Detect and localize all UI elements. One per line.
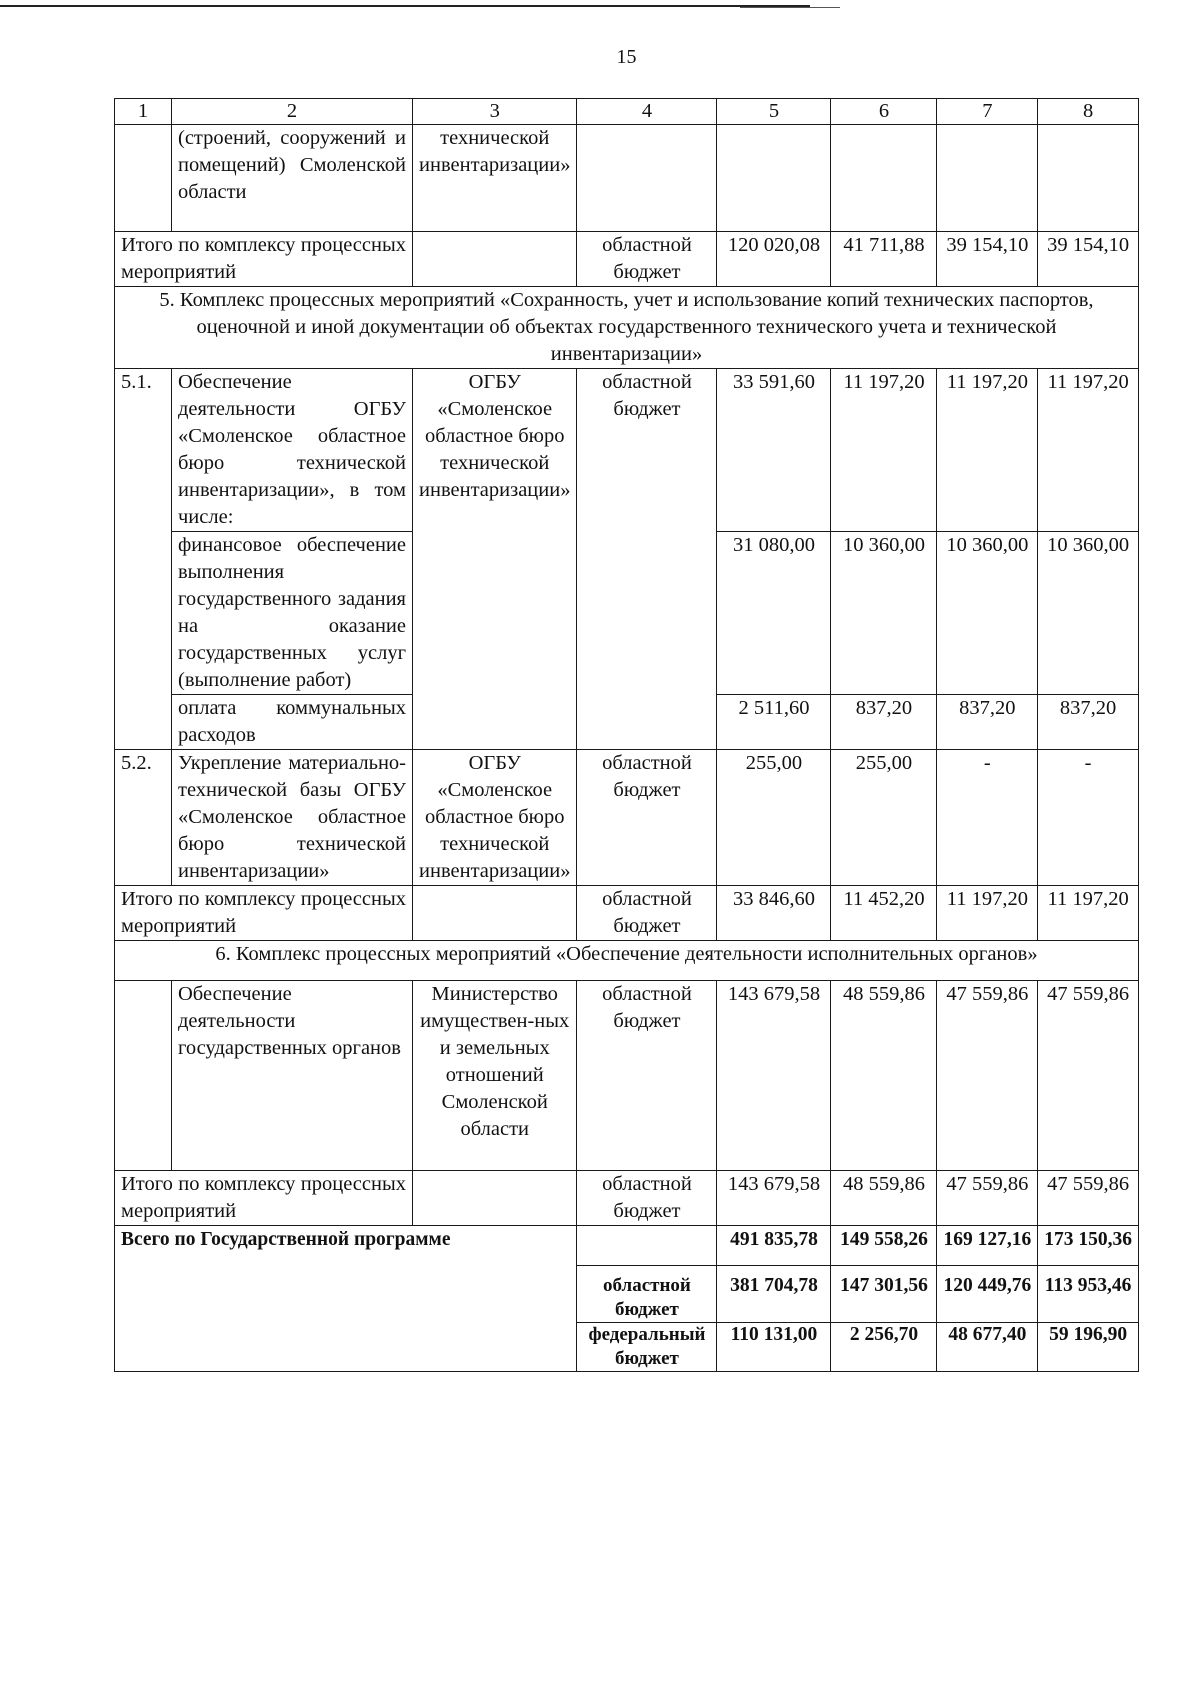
cell-v7: 47 559,86 (937, 981, 1038, 1171)
cell-executor (413, 1171, 577, 1226)
cell-v6 (831, 125, 937, 232)
cell-executor: технической инвентаризации» (413, 125, 577, 232)
header-cell: 3 (413, 99, 577, 125)
cell-v7: 11 197,20 (937, 886, 1038, 941)
header-cell: 2 (172, 99, 413, 125)
cell-v5: 255,00 (717, 750, 831, 886)
cell-v6: 11 452,20 (831, 886, 937, 941)
cell-v7 (937, 125, 1038, 232)
cell-v8: 837,20 (1038, 695, 1139, 750)
cell-num (115, 981, 172, 1171)
cell-v7: 11 197,20 (937, 369, 1038, 532)
cell-v5: 143 679,58 (717, 1171, 831, 1226)
cell-v7: 10 360,00 (937, 532, 1038, 695)
cell-executor (413, 886, 577, 941)
header-cell: 4 (577, 99, 717, 125)
cell-v6: 10 360,00 (831, 532, 937, 695)
cell-v6: 41 711,88 (831, 232, 937, 287)
cell-v7: 48 677,40 (937, 1323, 1038, 1372)
subtotal-label: Итого по комплексу процессных мероприятий (115, 886, 413, 941)
cell-v6: 837,20 (831, 695, 937, 750)
cell-v8: 59 196,90 (1038, 1323, 1139, 1372)
cell-v6: 255,00 (831, 750, 937, 886)
table-row (115, 125, 1139, 232)
section-5-title: 5. Комплекс процессных мероприятий «Сохранность, учет и использование копий технических паспортов, оценочной и иной документации об объектах государственного технического учета и технической инвентаризации» (115, 287, 1139, 369)
cell-v5 (717, 125, 831, 232)
cell-num: 5.2. (115, 750, 172, 886)
cell-v5: 33 591,60 (717, 369, 831, 532)
header-cell: 8 (1038, 99, 1139, 125)
cell-source: областной бюджет (577, 886, 717, 941)
cell-v6: 149 558,26 (831, 1226, 937, 1266)
cell-v8: 47 559,86 (1038, 1171, 1139, 1226)
table-row (115, 981, 1139, 1171)
scan-edge-line-short (740, 7, 840, 8)
cell-name: Укрепление материально-технической базы ОГБУ «Смоленское областное бюро технической инвентаризации» (172, 750, 413, 886)
cell-v8: 47 559,86 (1038, 981, 1139, 1171)
cell-v7: 47 559,86 (937, 1171, 1038, 1226)
cell-v5: 2 511,60 (717, 695, 831, 750)
header-cell: 6 (831, 99, 937, 125)
section-row (115, 287, 1139, 369)
cell-v7: 837,20 (937, 695, 1038, 750)
cell-source: областной бюджет (577, 750, 717, 886)
cell-v6: 147 301,56 (831, 1266, 937, 1323)
cell-source: областной бюджет (577, 981, 717, 1171)
cell-v8: 10 360,00 (1038, 532, 1139, 695)
program-table (114, 98, 1139, 1372)
cell-v8: - (1038, 750, 1139, 886)
cell-executor: Министерство имуществен-ных и земельных отношений Смоленской области (413, 981, 577, 1171)
cell-source: федеральный бюджет (577, 1323, 717, 1372)
cell-name: оплата коммунальных расходов (172, 695, 413, 750)
header-cell: 1 (115, 99, 172, 125)
cell-v5: 381 704,78 (717, 1266, 831, 1323)
subtotal-row (115, 232, 1139, 287)
cell-source: областной бюджет (577, 1266, 717, 1323)
section-6-title: 6. Комплекс процессных мероприятий «Обеспечение деятельности исполнительных органов» (115, 941, 1139, 981)
cell-v5: 31 080,00 (717, 532, 831, 695)
cell-source (577, 1226, 717, 1266)
scan-edge-line (0, 5, 810, 7)
cell-v7: 169 127,16 (937, 1226, 1038, 1266)
cell-name: Обеспечение деятельности государственных органов (172, 981, 413, 1171)
grand-total-row (115, 1226, 1139, 1266)
cell-executor (413, 232, 577, 287)
subtotal-label: Итого по комплексу процессных мероприятий (115, 1171, 413, 1226)
cell-executor: ОГБУ «Смоленское областное бюро технической инвентаризации» (413, 369, 577, 750)
cell-source: областной бюджет (577, 1171, 717, 1226)
subtotal-row (115, 886, 1139, 941)
cell-v5: 491 835,78 (717, 1226, 831, 1266)
cell-v8: 11 197,20 (1038, 886, 1139, 941)
cell-v8: 39 154,10 (1038, 232, 1139, 287)
cell-v6: 2 256,70 (831, 1323, 937, 1372)
cell-executor: ОГБУ «Смоленское областное бюро технической инвентаризации» (413, 750, 577, 886)
cell-source: областной бюджет (577, 232, 717, 287)
table-row (115, 369, 1139, 532)
cell-v6: 48 559,86 (831, 981, 937, 1171)
cell-v7: 39 154,10 (937, 232, 1038, 287)
cell-num (115, 125, 172, 232)
cell-v8: 11 197,20 (1038, 369, 1139, 532)
cell-source (577, 125, 717, 232)
cell-name: (строений, сооружений и помещений) Смоленской области (172, 125, 413, 232)
cell-name: финансовое обеспечение выполнения государственного задания на оказание государственных услуг (выполнение работ) (172, 532, 413, 695)
header-cell: 7 (937, 99, 1038, 125)
section-row (115, 941, 1139, 981)
subtotal-label: Итого по комплексу процессных мероприятий (115, 232, 413, 287)
cell-v8: 173 150,36 (1038, 1226, 1139, 1266)
header-cell: 5 (717, 99, 831, 125)
page-number: 15 (616, 46, 637, 68)
table-row (115, 750, 1139, 886)
cell-v5: 143 679,58 (717, 981, 831, 1171)
cell-v7: 120 449,76 (937, 1266, 1038, 1323)
cell-source: областной бюджет (577, 369, 717, 750)
cell-v6: 11 197,20 (831, 369, 937, 532)
cell-v8: 113 953,46 (1038, 1266, 1139, 1323)
subtotal-row (115, 1171, 1139, 1226)
cell-num: 5.1. (115, 369, 172, 750)
cell-v5: 120 020,08 (717, 232, 831, 287)
cell-name: Обеспечение деятельности ОГБУ «Смоленское областное бюро технической инвентаризации», в том числе: (172, 369, 413, 532)
cell-v7: - (937, 750, 1038, 886)
cell-v5: 110 131,00 (717, 1323, 831, 1372)
cell-v5: 33 846,60 (717, 886, 831, 941)
cell-v8 (1038, 125, 1139, 232)
cell-v6: 48 559,86 (831, 1171, 937, 1226)
grand-total-label: Всего по Государственной программе (115, 1226, 577, 1372)
header-row (115, 99, 1139, 125)
